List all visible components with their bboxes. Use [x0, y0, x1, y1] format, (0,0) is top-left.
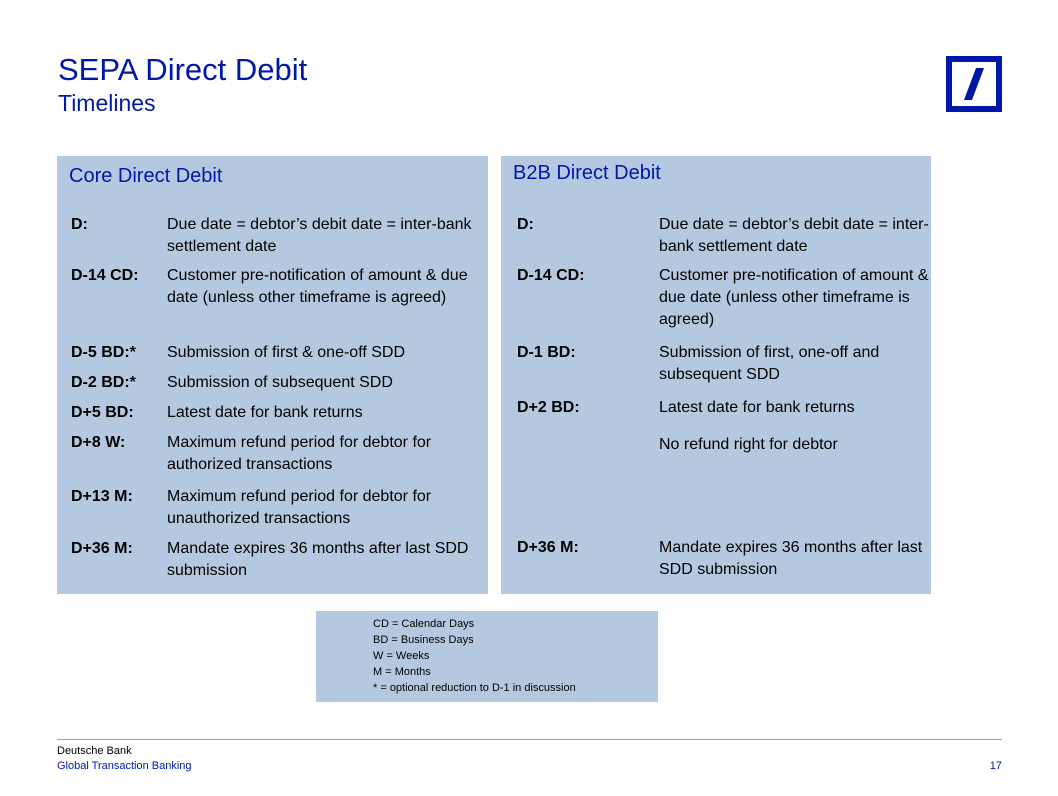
- footer-divider: [57, 739, 1002, 740]
- logo-slash-icon: [946, 56, 1002, 112]
- b2b-row-key: D+2 BD:: [517, 399, 580, 416]
- b2b-row-value: Mandate expires 36 months after last SDD submission: [659, 539, 923, 578]
- b2b-row-key: D+36 M:: [517, 539, 579, 556]
- core-row-value: Submission of subsequent SDD: [167, 374, 393, 391]
- b2b-row-key: D-1 BD:: [517, 344, 576, 361]
- legend-line: BD = Business Days: [373, 634, 474, 646]
- abbreviation-legend: [316, 611, 658, 702]
- b2b-row-value: Customer pre-notification of amount & due date (unless other timeframe is agreed): [659, 267, 929, 328]
- core-panel-heading: Core Direct Debit: [69, 165, 223, 187]
- page-number: 17: [989, 760, 1002, 772]
- b2b-row-value: Submission of first, one-off and subsequent SDD: [659, 344, 880, 383]
- b2b-row-value: No refund right for debtor: [659, 436, 838, 453]
- b2b-direct-debit-panel: [501, 156, 931, 594]
- core-direct-debit-panel: [57, 156, 488, 594]
- core-row-key: D+36 M:: [71, 540, 133, 557]
- footer-bank-name: Deutsche Bank: [57, 745, 132, 757]
- core-row-value: Submission of first & one-off SDD: [167, 344, 406, 361]
- page-title: SEPA Direct Debit: [58, 52, 308, 87]
- core-row-value: Mandate expires 36 months after last SDD submission: [167, 540, 469, 579]
- core-row-value: Latest date for bank returns: [167, 404, 363, 421]
- b2b-panel-heading: B2B Direct Debit: [513, 162, 661, 184]
- b2b-row-value: Due date = debtor’s debit date = inter-bank settlement date: [659, 216, 929, 255]
- core-row-key: D-5 BD:*: [71, 344, 136, 361]
- b2b-row-key: D-14 CD:: [517, 267, 585, 284]
- core-row-key: D+8 W:: [71, 434, 126, 451]
- legend-line: CD = Calendar Days: [373, 618, 475, 630]
- core-row-value: Customer pre-notification of amount & due date (unless other timeframe is agreed): [167, 267, 468, 306]
- core-row-key: D:: [71, 216, 88, 233]
- legend-line: W = Weeks: [373, 650, 430, 662]
- legend-line: * = optional reduction to D-1 in discussion: [373, 682, 576, 694]
- b2b-row-key: D:: [517, 216, 534, 233]
- legend-line: M = Months: [373, 666, 431, 678]
- b2b-row-value: Latest date for bank returns: [659, 399, 855, 416]
- core-row-key: D+13 M:: [71, 488, 133, 505]
- core-row-key: D+5 BD:: [71, 404, 134, 421]
- page-subtitle: Timelines: [58, 90, 156, 116]
- footer-division: Global Transaction Banking: [57, 760, 192, 772]
- core-row-value: Maximum refund period for debtor for authorized transactions: [167, 434, 432, 473]
- core-row-value: Maximum refund period for debtor for unauthorized transactions: [167, 488, 432, 527]
- core-row-key: D-14 CD:: [71, 267, 139, 284]
- core-row-value: Due date = debtor’s debit date = inter-bank settlement date: [167, 216, 472, 255]
- core-row-key: D-2 BD:*: [71, 374, 136, 391]
- deutsche-bank-logo-icon: [946, 56, 1002, 112]
